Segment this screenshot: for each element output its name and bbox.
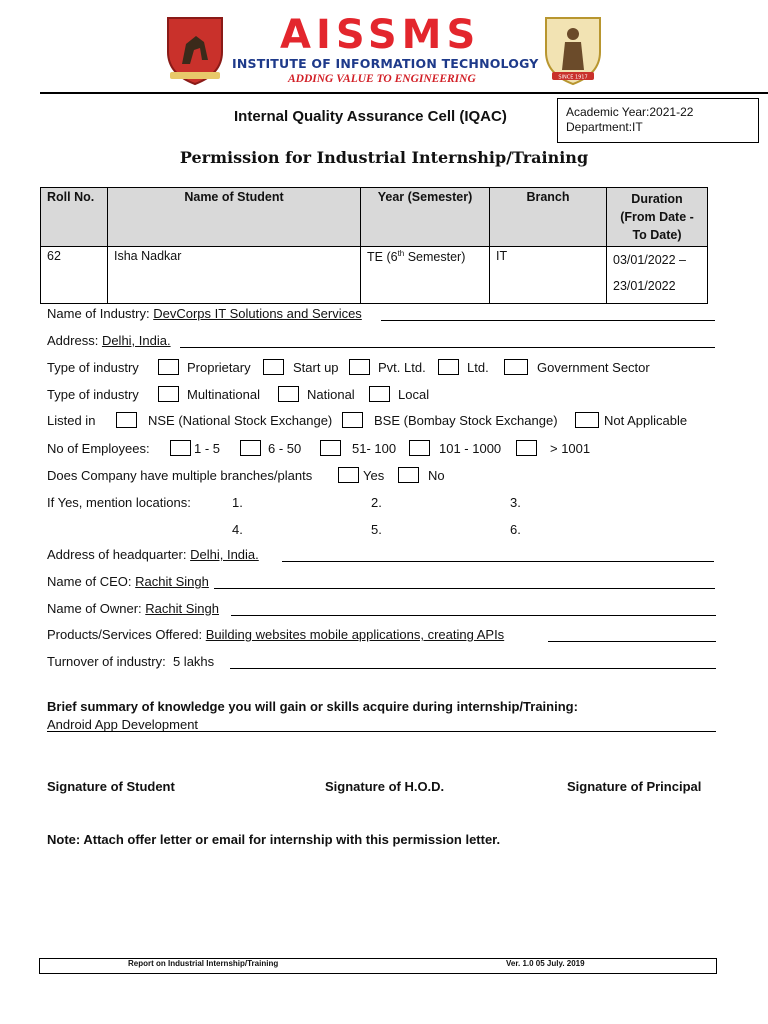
turnover-underline [230, 668, 716, 669]
opt-government: Government Sector [537, 360, 650, 375]
duration-to: 23/01/2022 [613, 279, 676, 293]
left-logo [160, 14, 230, 86]
cell-name: Isha Nadkar [108, 247, 361, 304]
checkbox-emp-1-5[interactable] [170, 440, 191, 456]
since-label: SINCE 1917 [558, 74, 588, 81]
checkbox-national[interactable] [278, 386, 299, 402]
location-3[interactable]: 3. [510, 495, 521, 510]
summary-label: Brief summary of knowledge you will gain or skills acquire during internship/Training: [47, 699, 578, 714]
hq-row: Address of headquarter: Delhi, India. [47, 547, 259, 562]
turnover-row: Turnover of industry: 5 lakhs [47, 654, 215, 669]
owner-row: Name of Owner: Rachit Singh [47, 601, 219, 616]
opt-national: National [307, 387, 355, 402]
checkbox-ltd[interactable] [438, 359, 459, 375]
ceo-underline [214, 588, 715, 589]
checkbox-emp-6-50[interactable] [240, 440, 261, 456]
checkbox-branches-no[interactable] [398, 467, 419, 483]
note: Note: Attach offer letter or email for internship with this permission letter. [47, 832, 501, 847]
opt-ltd: Ltd. [467, 360, 489, 375]
checkbox-emp-1001[interactable] [516, 440, 537, 456]
signature-hod: Signature of H.O.D. [325, 779, 445, 794]
industry-row: Name of Industry: DevCorps IT Solutions and Services [47, 306, 362, 321]
cell-roll: 62 [41, 247, 108, 304]
th-duration: Duration (From Date - To Date) [607, 188, 708, 247]
iqac-heading: Internal Quality Assurance Cell (IQAC) [234, 108, 507, 125]
products-underline [548, 641, 716, 642]
hq-value[interactable]: Delhi, India. [190, 547, 259, 562]
checkbox-not-applicable[interactable] [575, 412, 599, 428]
institute-name: INSTITUTE OF INFORMATION TECHNOLOGY [232, 56, 539, 71]
opt-not-applicable: Not Applicable [604, 413, 688, 428]
header-rule [40, 92, 768, 94]
opt-startup: Start up [293, 360, 339, 375]
opt-proprietary: Proprietary [187, 360, 251, 375]
th-name: Name of Student [108, 188, 361, 247]
right-logo [538, 14, 608, 86]
table-header-row [41, 188, 708, 247]
footer-left: Report on Industrial Internship/Training [128, 959, 279, 968]
duration-from: 03/01/2022 – [613, 253, 686, 267]
opt-emp-1-5: 1 - 5 [194, 441, 221, 456]
opt-multinational: Multinational [187, 387, 260, 402]
location-4[interactable]: 4. [232, 522, 243, 537]
th-year: Year (Semester) [361, 188, 490, 247]
summary-underline [47, 731, 716, 732]
opt-emp-6-50: 6 - 50 [268, 441, 302, 456]
opt-nse: NSE (National Stock Exchange) [148, 413, 333, 428]
address-value[interactable]: Delhi, India. [101, 333, 171, 348]
checkbox-pvt-ltd[interactable] [349, 359, 370, 375]
th-roll: Roll No. [41, 188, 108, 247]
products-value[interactable]: Building websites mobile applications, creating APIs [205, 627, 505, 642]
opt-bse: BSE (Bombay Stock Exchange) [374, 413, 558, 428]
academic-info-box [557, 98, 759, 143]
cell-year: TE (6th Semester) [361, 247, 490, 304]
student-table [40, 187, 708, 304]
owner-value[interactable]: Rachit Singh [145, 601, 219, 616]
opt-emp-1001: > 1001 [550, 441, 591, 456]
checkbox-emp-101-1000[interactable] [409, 440, 430, 456]
checkbox-startup[interactable] [263, 359, 284, 375]
checkbox-government[interactable] [504, 359, 528, 375]
th-branch: Branch [490, 188, 607, 247]
department: Department:IT [566, 120, 643, 134]
page-title: Permission for Industrial Internship/Training [179, 148, 589, 167]
employees-label: No of Employees: [47, 441, 150, 456]
page-footer [39, 958, 717, 974]
location-5[interactable]: 5. [371, 522, 382, 537]
opt-yes: Yes [363, 468, 385, 483]
type2-label: Type of industry [47, 387, 139, 402]
opt-pvt-ltd: Pvt. Ltd. [378, 360, 426, 375]
products-row: Products/Services Offered: Building websites mobile applications, creating APIs [47, 627, 505, 642]
address-row: Address: Delhi, India. [47, 333, 171, 348]
opt-no: No [428, 468, 445, 483]
type1-label: Type of industry [47, 360, 139, 375]
opt-emp-101-1000: 101 - 1000 [439, 441, 502, 456]
opt-local: Local [398, 387, 430, 402]
cell-duration [607, 247, 708, 304]
tagline: ADDING VALUE TO ENGINEERING [288, 73, 476, 85]
signature-student: Signature of Student [47, 779, 175, 794]
listed-label: Listed in [47, 413, 96, 428]
industry-value[interactable]: DevCorps IT Solutions and Services [153, 306, 362, 321]
turnover-value[interactable]: 5 lakhs [172, 654, 215, 669]
cell-branch: IT [490, 247, 607, 304]
checkbox-multinational[interactable] [158, 386, 179, 402]
address-underline [180, 347, 715, 348]
checkbox-proprietary[interactable] [158, 359, 179, 375]
checkbox-local[interactable] [369, 386, 390, 402]
ceo-value[interactable]: Rachit Singh [135, 574, 209, 589]
opt-emp-51-100: 51- 100 [352, 441, 397, 456]
checkbox-nse[interactable] [116, 412, 137, 428]
table-row [41, 247, 708, 304]
academic-year: Academic Year:2021-22 [566, 105, 694, 119]
branches-label: Does Company have multiple branches/plants [47, 468, 313, 483]
signature-principal: Signature of Principal [567, 779, 702, 794]
locations-label: If Yes, mention locations: [47, 495, 191, 510]
checkbox-branches-yes[interactable] [338, 467, 359, 483]
location-1[interactable]: 1. [232, 495, 243, 510]
checkbox-emp-51-100[interactable] [320, 440, 341, 456]
location-6[interactable]: 6. [510, 522, 521, 537]
footer-right: Ver. 1.0 05 July. 2019 [506, 959, 585, 968]
ceo-row: Name of CEO: Rachit Singh [47, 574, 209, 589]
summary-value[interactable]: Android App Development [47, 717, 199, 732]
location-2[interactable]: 2. [371, 495, 382, 510]
industry-underline [381, 320, 715, 321]
hq-underline [282, 561, 714, 562]
owner-underline [231, 615, 716, 616]
checkbox-bse[interactable] [342, 412, 363, 428]
brand-name: AISSMS [280, 12, 481, 58]
